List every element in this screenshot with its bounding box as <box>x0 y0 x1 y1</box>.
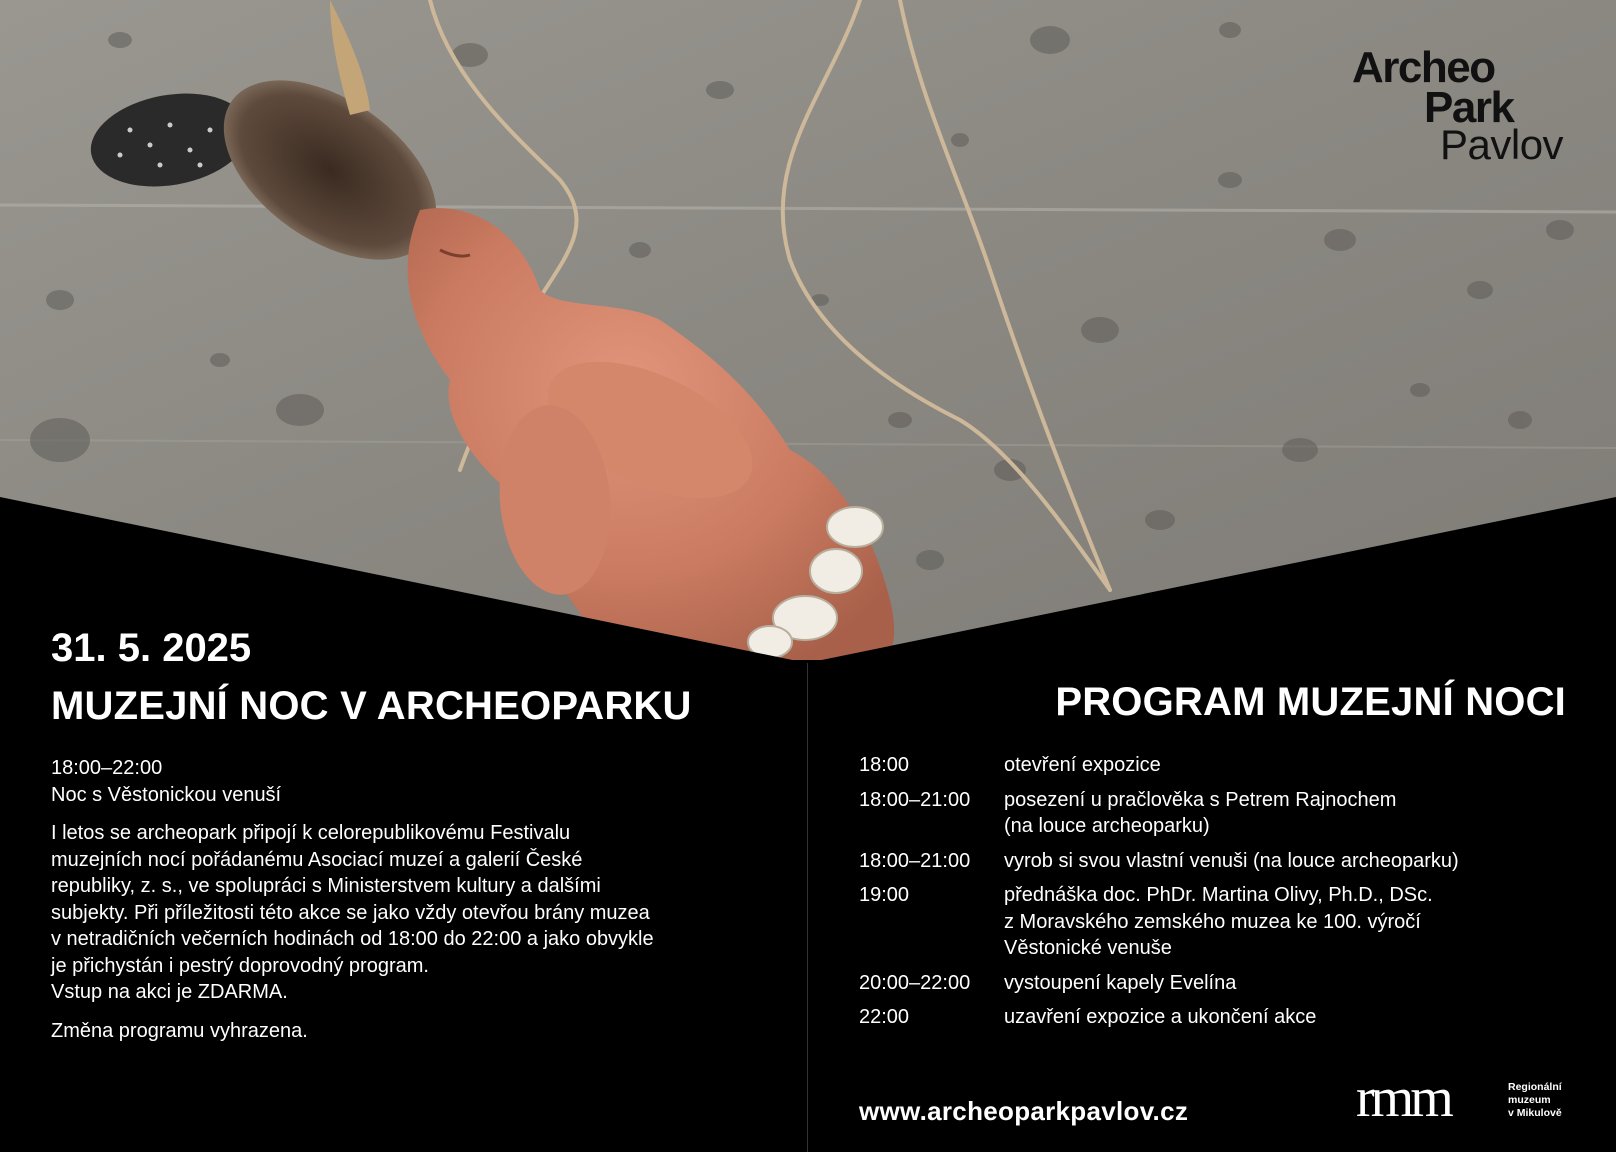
rmm-logo-text <box>1508 1081 1562 1120</box>
description-line: I letos se archeopark připojí k celorepublikovému Festivalu <box>51 822 571 844</box>
program-row <box>859 1004 1579 1031</box>
event-entry: Vstup na akci je ZDARMA. <box>51 981 288 1003</box>
logo-line-archeo: Archeo <box>1352 43 1495 92</box>
column-divider <box>807 663 808 1152</box>
logo-line-park: Park <box>1424 83 1514 132</box>
rmm-text-line: v Mikulově <box>1508 1107 1562 1119</box>
program-description <box>1004 752 1579 779</box>
program-time: 18:00–21:00 <box>859 849 971 872</box>
archeopark-pavlov-logo <box>1352 43 1564 168</box>
program-time: 22:00 <box>859 1006 910 1028</box>
event-notice: Změna programu vyhrazena. <box>51 1019 308 1042</box>
event-date: 31. 5. 2025 <box>51 626 252 670</box>
program-time: 19:00 <box>859 884 910 906</box>
description-line: muzejních nocí pořádanému Asociací muzeí a galerií České <box>51 848 583 871</box>
program-line: vystoupení kapely Evelína <box>1004 971 1237 994</box>
description-line: republiky, z. s., ve spolupráci s Ministerstvem kultury a dalšími <box>51 875 601 897</box>
program-line: vyrob si svou vlastní venuši (na louce archeoparku) <box>1004 849 1459 872</box>
program-line: otevření expozice <box>1004 754 1161 776</box>
event-title: MUZEJNÍ NOC V ARCHEOPARKU <box>51 684 692 728</box>
program-line: posezení u pračlověka s Petrem Rajnochem <box>1004 788 1397 811</box>
event-subtitle: Noc s Věstonickou venuší <box>51 783 282 806</box>
program-time: 18:00–21:00 <box>859 788 971 811</box>
program-row <box>859 970 1579 997</box>
program-title: PROGRAM MUZEJNÍ NOCI <box>1055 680 1566 724</box>
program-description <box>1004 970 1579 997</box>
program-description <box>1004 848 1579 875</box>
event-time: 18:00–22:00 <box>51 757 163 779</box>
program-row <box>859 848 1579 875</box>
program-line: (na louce archeoparku) <box>1004 815 1210 837</box>
event-description <box>51 820 771 979</box>
program-time: 20:00–22:00 <box>859 971 971 994</box>
program-time: 18:00 <box>859 754 910 776</box>
event-description-block <box>51 755 771 1044</box>
description-line: subjekty. Při příležitosti této akce se jako vždy otevřou brány muzea <box>51 901 650 924</box>
description-line: je přichystán i pestrý doprovodný program. <box>51 954 429 977</box>
description-line: v netradičních večerních hodinách od 18:00 do 22:00 a jako obvykle <box>51 928 654 950</box>
program-line: přednáška doc. PhDr. Martina Olivy, Ph.D., DSc. <box>1004 884 1433 906</box>
rmm-text-line: muzeum <box>1508 1094 1551 1106</box>
program-row <box>859 787 1579 840</box>
program-line: uzavření expozice a ukončení akce <box>1004 1006 1317 1028</box>
rmm-logo: rmm <box>1356 1067 1450 1129</box>
website-link[interactable]: www.archeoparkpavlov.cz <box>859 1096 1189 1126</box>
program-row <box>859 752 1579 779</box>
program-description <box>1004 882 1579 962</box>
program-line: z Moravského zemského muzea ke 100. výročí <box>1004 910 1421 933</box>
program-row <box>859 882 1579 962</box>
program-description <box>1004 787 1579 840</box>
program-line: Věstonické venuše <box>1004 937 1172 959</box>
program-schedule <box>859 752 1579 1039</box>
program-description <box>1004 1004 1579 1031</box>
logo-line-pavlov: Pavlov <box>1440 121 1564 168</box>
rmm-text-line: Regionální <box>1508 1081 1562 1093</box>
